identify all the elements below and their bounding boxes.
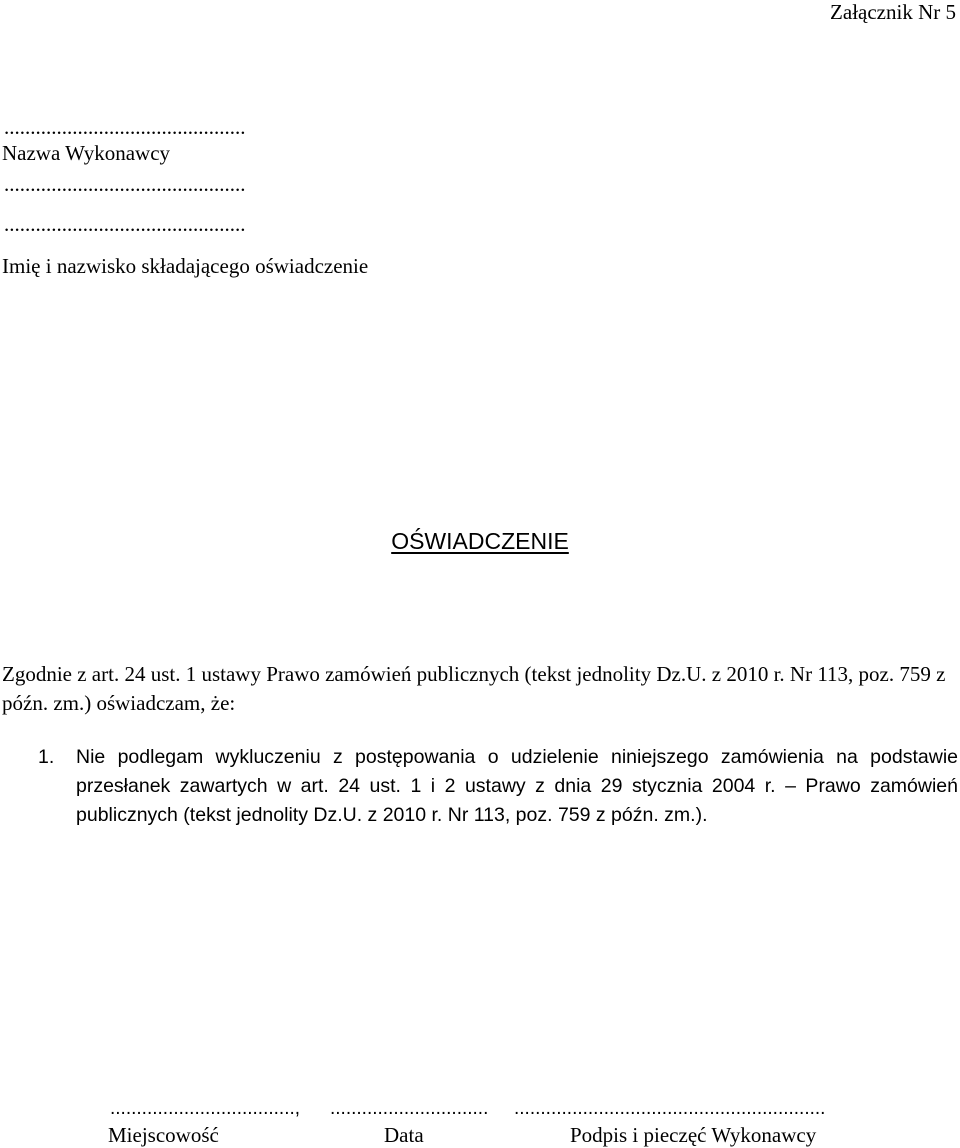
place-dotted-line: ..................................., (110, 1098, 301, 1119)
list-item-number: 1. (38, 746, 55, 768)
list-item (2, 743, 958, 830)
attachment-number: Załącznik Nr 5 (830, 0, 956, 24)
signature-dotted-line: ........................................................... (514, 1098, 826, 1119)
document-title: OŚWIADCZENIE (391, 528, 569, 554)
person-name-dotted-line: .............................................. (4, 212, 246, 236)
intro-paragraph: Zgodnie z art. 24 ust. 1 ustawy Prawo zamówień publicznych (tekst jednolity Dz.U. z 2010 r. Nr 113, poz. 759 z późn. zm.) oświadczam, że: (2, 662, 946, 715)
contractor-address-dotted-line: .............................................. (4, 172, 246, 196)
signature-label: Podpis i pieczęć Wykonawcy (570, 1123, 817, 1147)
date-label: Data (384, 1123, 424, 1147)
contractor-name-dotted-line: .............................................. (4, 115, 246, 139)
place-label: Miejscowość (108, 1123, 219, 1147)
contractor-name-label: Nazwa Wykonawcy (2, 141, 171, 165)
person-name-label: Imię i nazwisko składającego oświadczenie (2, 254, 369, 278)
list-item-text: Nie podlegam wykluczeniu z postępowania o udzielenie niniejszego zamówienia na podstawie przesłanek zawartych w art. 24 ust. 1 i 2 ustawy z dnia 29 stycznia 2004 r. – Prawo zamówień publicznych (tekst jednolity Dz.U. z 2010 r. Nr 113, poz. 759 z późn. zm.). (76, 746, 958, 826)
date-dotted-line: .............................. (330, 1098, 489, 1119)
